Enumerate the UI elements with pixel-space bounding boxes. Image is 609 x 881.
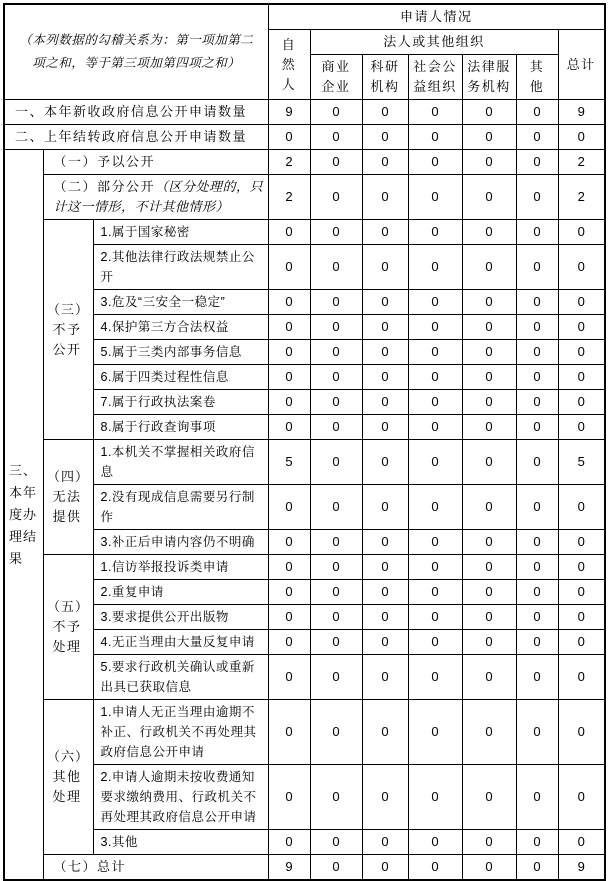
value-cell: 0 xyxy=(558,415,605,440)
value-cell: 0 xyxy=(268,765,310,830)
value-cell: 0 xyxy=(310,580,362,605)
value-cell: 0 xyxy=(408,855,462,881)
value-cell: 0 xyxy=(558,830,605,855)
value-cell: 0 xyxy=(310,830,362,855)
value-cell: 0 xyxy=(558,125,605,150)
table-row xyxy=(4,655,605,700)
table-row xyxy=(4,485,605,530)
value-cell: 0 xyxy=(462,530,516,555)
value-cell: 9 xyxy=(558,855,605,881)
value-cell: 5 xyxy=(268,440,310,485)
value-cell: 0 xyxy=(462,390,516,415)
value-cell: 0 xyxy=(362,365,408,390)
value-cell: 0 xyxy=(310,150,362,175)
value-cell: 0 xyxy=(462,830,516,855)
value-cell: 0 xyxy=(268,245,310,290)
value-cell: 0 xyxy=(362,485,408,530)
value-cell: 0 xyxy=(362,765,408,830)
group-label-g3: （三） 不予公开 xyxy=(43,220,93,440)
table-row xyxy=(4,830,605,855)
item-label: 5.属于三类内部事务信息 xyxy=(93,340,268,365)
value-cell: 0 xyxy=(516,530,558,555)
value-cell: 0 xyxy=(462,245,516,290)
value-cell: 0 xyxy=(516,580,558,605)
value-cell: 0 xyxy=(362,655,408,700)
value-cell: 0 xyxy=(558,485,605,530)
item-label: 2.没有现成信息需要另行制作 xyxy=(93,485,268,530)
header-org-type-legal-service: 法律服务机构 xyxy=(462,55,516,100)
value-cell: 0 xyxy=(408,485,462,530)
value-cell: 0 xyxy=(408,125,462,150)
value-cell: 0 xyxy=(516,245,558,290)
value-cell: 0 xyxy=(516,290,558,315)
value-cell: 0 xyxy=(408,530,462,555)
value-cell: 9 xyxy=(558,100,605,125)
value-cell: 0 xyxy=(362,555,408,580)
header-org-type-public-welfare: 社会公益组织 xyxy=(408,55,462,100)
value-cell: 0 xyxy=(462,175,516,220)
table-row xyxy=(4,390,605,415)
value-cell: 0 xyxy=(362,245,408,290)
value-cell: 0 xyxy=(310,630,362,655)
value-cell: 0 xyxy=(408,440,462,485)
value-cell: 0 xyxy=(516,555,558,580)
value-cell: 0 xyxy=(310,700,362,765)
gov-info-disclosure-table xyxy=(3,3,606,881)
table-row xyxy=(4,175,605,220)
table-row xyxy=(4,125,605,150)
group-label-g1: （一）予以公开 xyxy=(43,150,268,175)
value-cell: 0 xyxy=(310,485,362,530)
value-cell: 0 xyxy=(310,555,362,580)
value-cell: 0 xyxy=(268,580,310,605)
value-cell: 0 xyxy=(362,315,408,340)
item-label: 2.其他法律行政法规禁止公开 xyxy=(93,245,268,290)
value-cell: 0 xyxy=(268,290,310,315)
group-label-g4: （四） 无法提供 xyxy=(43,440,93,555)
table-row xyxy=(4,4,605,30)
value-cell: 0 xyxy=(268,125,310,150)
item-label: 1.信访举报投诉类申请 xyxy=(93,555,268,580)
value-cell: 0 xyxy=(310,855,362,881)
item-label: 3.补正后申请内容仍不明确 xyxy=(93,530,268,555)
value-cell: 0 xyxy=(268,700,310,765)
value-cell: 0 xyxy=(558,580,605,605)
table-row xyxy=(4,340,605,365)
row-label-new-received: 一、本年新收政府信息公开申请数量 xyxy=(4,100,268,125)
value-cell: 5 xyxy=(558,440,605,485)
item-label: 2.申请人逾期未按收费通知要求缴纳费用、行政机关不再处理其政府信息公开申请 xyxy=(93,765,268,830)
section3-label: 三、本年度办理结果 xyxy=(4,150,43,881)
value-cell: 0 xyxy=(268,485,310,530)
value-cell: 2 xyxy=(268,150,310,175)
value-cell: 0 xyxy=(558,315,605,340)
header-applicant-info: 申请人情况 xyxy=(268,4,605,30)
value-cell: 0 xyxy=(558,630,605,655)
item-label: 4.保护第三方合法权益 xyxy=(93,315,268,340)
value-cell: 0 xyxy=(362,440,408,485)
value-cell: 0 xyxy=(268,390,310,415)
value-cell: 0 xyxy=(362,220,408,245)
table-row xyxy=(4,605,605,630)
header-natural-person: 自然人 xyxy=(268,30,310,100)
value-cell: 0 xyxy=(268,830,310,855)
value-cell: 9 xyxy=(268,855,310,881)
value-cell: 0 xyxy=(268,605,310,630)
value-cell: 0 xyxy=(268,530,310,555)
item-label: 7.属于行政执法案卷 xyxy=(93,390,268,415)
table-row xyxy=(4,580,605,605)
value-cell: 0 xyxy=(362,415,408,440)
value-cell: 0 xyxy=(362,530,408,555)
value-cell: 0 xyxy=(516,415,558,440)
value-cell: 0 xyxy=(462,700,516,765)
value-cell: 0 xyxy=(462,485,516,530)
table-row xyxy=(4,365,605,390)
item-label: 3.要求提供公开出版物 xyxy=(93,605,268,630)
group-label-g7: （七）总计 xyxy=(43,855,268,881)
value-cell: 0 xyxy=(408,315,462,340)
table-row xyxy=(4,415,605,440)
value-cell: 0 xyxy=(408,100,462,125)
value-cell: 0 xyxy=(516,220,558,245)
table-row xyxy=(4,630,605,655)
value-cell: 0 xyxy=(362,580,408,605)
item-label: 5.要求行政机关确认或重新出具已获取信息 xyxy=(93,655,268,700)
header-org-type-business: 商业企业 xyxy=(310,55,362,100)
value-cell: 0 xyxy=(462,220,516,245)
value-cell: 0 xyxy=(516,605,558,630)
value-cell: 0 xyxy=(462,855,516,881)
value-cell: 0 xyxy=(310,220,362,245)
value-cell: 0 xyxy=(462,100,516,125)
value-cell: 0 xyxy=(408,290,462,315)
value-cell: 0 xyxy=(516,175,558,220)
value-cell: 0 xyxy=(310,605,362,630)
value-cell: 0 xyxy=(310,245,362,290)
value-cell: 0 xyxy=(558,530,605,555)
value-cell: 0 xyxy=(516,765,558,830)
note-cell: （本列数据的勾稽关系为：第一项加第二项之和，等于第三项加第四项之和） xyxy=(4,4,268,100)
value-cell: 0 xyxy=(462,655,516,700)
value-cell: 0 xyxy=(408,175,462,220)
value-cell: 0 xyxy=(558,220,605,245)
value-cell: 0 xyxy=(516,150,558,175)
value-cell: 9 xyxy=(268,100,310,125)
table-row xyxy=(4,555,605,580)
table-row xyxy=(4,150,605,175)
value-cell: 0 xyxy=(462,415,516,440)
item-label: 1.属于国家秘密 xyxy=(93,220,268,245)
value-cell: 0 xyxy=(268,365,310,390)
value-cell: 0 xyxy=(516,655,558,700)
value-cell: 0 xyxy=(310,530,362,555)
value-cell: 0 xyxy=(362,340,408,365)
value-cell: 0 xyxy=(462,125,516,150)
value-cell: 0 xyxy=(462,150,516,175)
value-cell: 0 xyxy=(268,555,310,580)
value-cell: 0 xyxy=(516,630,558,655)
value-cell: 0 xyxy=(558,555,605,580)
value-cell: 0 xyxy=(558,290,605,315)
value-cell: 0 xyxy=(408,700,462,765)
value-cell: 0 xyxy=(310,100,362,125)
value-cell: 0 xyxy=(310,340,362,365)
item-label: 3.危及“三安全一稳定” xyxy=(93,290,268,315)
value-cell: 0 xyxy=(558,340,605,365)
value-cell: 0 xyxy=(310,440,362,485)
value-cell: 0 xyxy=(268,340,310,365)
value-cell: 0 xyxy=(408,580,462,605)
header-total: 总计 xyxy=(558,30,605,100)
value-cell: 0 xyxy=(516,485,558,530)
value-cell: 0 xyxy=(268,315,310,340)
value-cell: 0 xyxy=(462,315,516,340)
value-cell: 0 xyxy=(516,830,558,855)
value-cell: 0 xyxy=(268,655,310,700)
value-cell: 0 xyxy=(362,700,408,765)
value-cell: 0 xyxy=(362,830,408,855)
value-cell: 0 xyxy=(362,125,408,150)
row-label-carried-over: 二、上年结转政府信息公开申请数量 xyxy=(4,125,268,150)
value-cell: 0 xyxy=(516,700,558,765)
value-cell: 0 xyxy=(408,340,462,365)
value-cell: 0 xyxy=(516,100,558,125)
value-cell: 0 xyxy=(462,605,516,630)
value-cell: 0 xyxy=(516,390,558,415)
value-cell: 0 xyxy=(310,415,362,440)
value-cell: 0 xyxy=(310,175,362,220)
item-label: 2.重复申请 xyxy=(93,580,268,605)
value-cell: 0 xyxy=(362,150,408,175)
item-label: 6.属于四类过程性信息 xyxy=(93,365,268,390)
value-cell: 0 xyxy=(362,605,408,630)
value-cell: 0 xyxy=(462,630,516,655)
value-cell: 0 xyxy=(408,605,462,630)
value-cell: 0 xyxy=(558,605,605,630)
value-cell: 0 xyxy=(462,365,516,390)
value-cell: 0 xyxy=(408,630,462,655)
value-cell: 0 xyxy=(516,855,558,881)
value-cell: 0 xyxy=(268,630,310,655)
table-row xyxy=(4,700,605,765)
value-cell: 0 xyxy=(310,365,362,390)
value-cell: 0 xyxy=(516,365,558,390)
value-cell: 0 xyxy=(408,365,462,390)
value-cell: 0 xyxy=(516,340,558,365)
value-cell: 0 xyxy=(408,555,462,580)
value-cell: 0 xyxy=(408,150,462,175)
table-row xyxy=(4,765,605,830)
table-row xyxy=(4,855,605,881)
item-label: 4.无正当理由大量反复申请 xyxy=(93,630,268,655)
value-cell: 0 xyxy=(310,390,362,415)
value-cell: 0 xyxy=(408,245,462,290)
value-cell: 0 xyxy=(558,765,605,830)
table-row xyxy=(4,290,605,315)
table-row xyxy=(4,530,605,555)
value-cell: 2 xyxy=(558,175,605,220)
value-cell: 0 xyxy=(462,765,516,830)
value-cell: 0 xyxy=(516,125,558,150)
table-row xyxy=(4,440,605,485)
item-label: 1.申请人无正当理由逾期不补正、行政机关不再处理其政府信息公开申请 xyxy=(93,700,268,765)
value-cell: 0 xyxy=(310,290,362,315)
value-cell: 0 xyxy=(362,390,408,415)
value-cell: 0 xyxy=(408,415,462,440)
value-cell: 2 xyxy=(268,175,310,220)
value-cell: 0 xyxy=(362,175,408,220)
value-cell: 0 xyxy=(462,340,516,365)
table-row xyxy=(4,220,605,245)
value-cell: 0 xyxy=(462,555,516,580)
value-cell: 0 xyxy=(558,655,605,700)
item-label: 8.属于行政查询事项 xyxy=(93,415,268,440)
value-cell: 0 xyxy=(408,390,462,415)
table-row xyxy=(4,100,605,125)
header-org-type-research: 科研机构 xyxy=(362,55,408,100)
value-cell: 0 xyxy=(408,830,462,855)
header-legal-org: 法人或其他组织 xyxy=(310,30,558,55)
value-cell: 0 xyxy=(558,245,605,290)
value-cell: 0 xyxy=(516,440,558,485)
value-cell: 0 xyxy=(408,220,462,245)
value-cell: 0 xyxy=(362,290,408,315)
value-cell: 0 xyxy=(516,315,558,340)
value-cell: 0 xyxy=(310,315,362,340)
value-cell: 0 xyxy=(310,765,362,830)
group-label-g2: （二）部分公开（区分处理的，只计这一情形，不计其他情形） xyxy=(43,175,268,220)
value-cell: 0 xyxy=(558,390,605,415)
value-cell: 0 xyxy=(462,440,516,485)
table-row xyxy=(4,245,605,290)
value-cell: 0 xyxy=(268,220,310,245)
item-label: 1.本机关不掌握相关政府信息 xyxy=(93,440,268,485)
value-cell: 0 xyxy=(462,290,516,315)
value-cell: 0 xyxy=(408,765,462,830)
value-cell: 0 xyxy=(310,655,362,700)
value-cell: 0 xyxy=(268,415,310,440)
value-cell: 0 xyxy=(310,125,362,150)
table-row xyxy=(4,315,605,340)
group-label-g5: （五） 不予处理 xyxy=(43,555,93,700)
value-cell: 0 xyxy=(362,855,408,881)
value-cell: 2 xyxy=(558,150,605,175)
group-label-g6: （六） 其他处理 xyxy=(43,700,93,855)
value-cell: 0 xyxy=(558,365,605,390)
value-cell: 0 xyxy=(408,655,462,700)
value-cell: 0 xyxy=(558,700,605,765)
header-org-type-other: 其他 xyxy=(516,55,558,100)
value-cell: 0 xyxy=(362,630,408,655)
value-cell: 0 xyxy=(462,580,516,605)
value-cell: 0 xyxy=(362,100,408,125)
item-label: 3.其他 xyxy=(93,830,268,855)
